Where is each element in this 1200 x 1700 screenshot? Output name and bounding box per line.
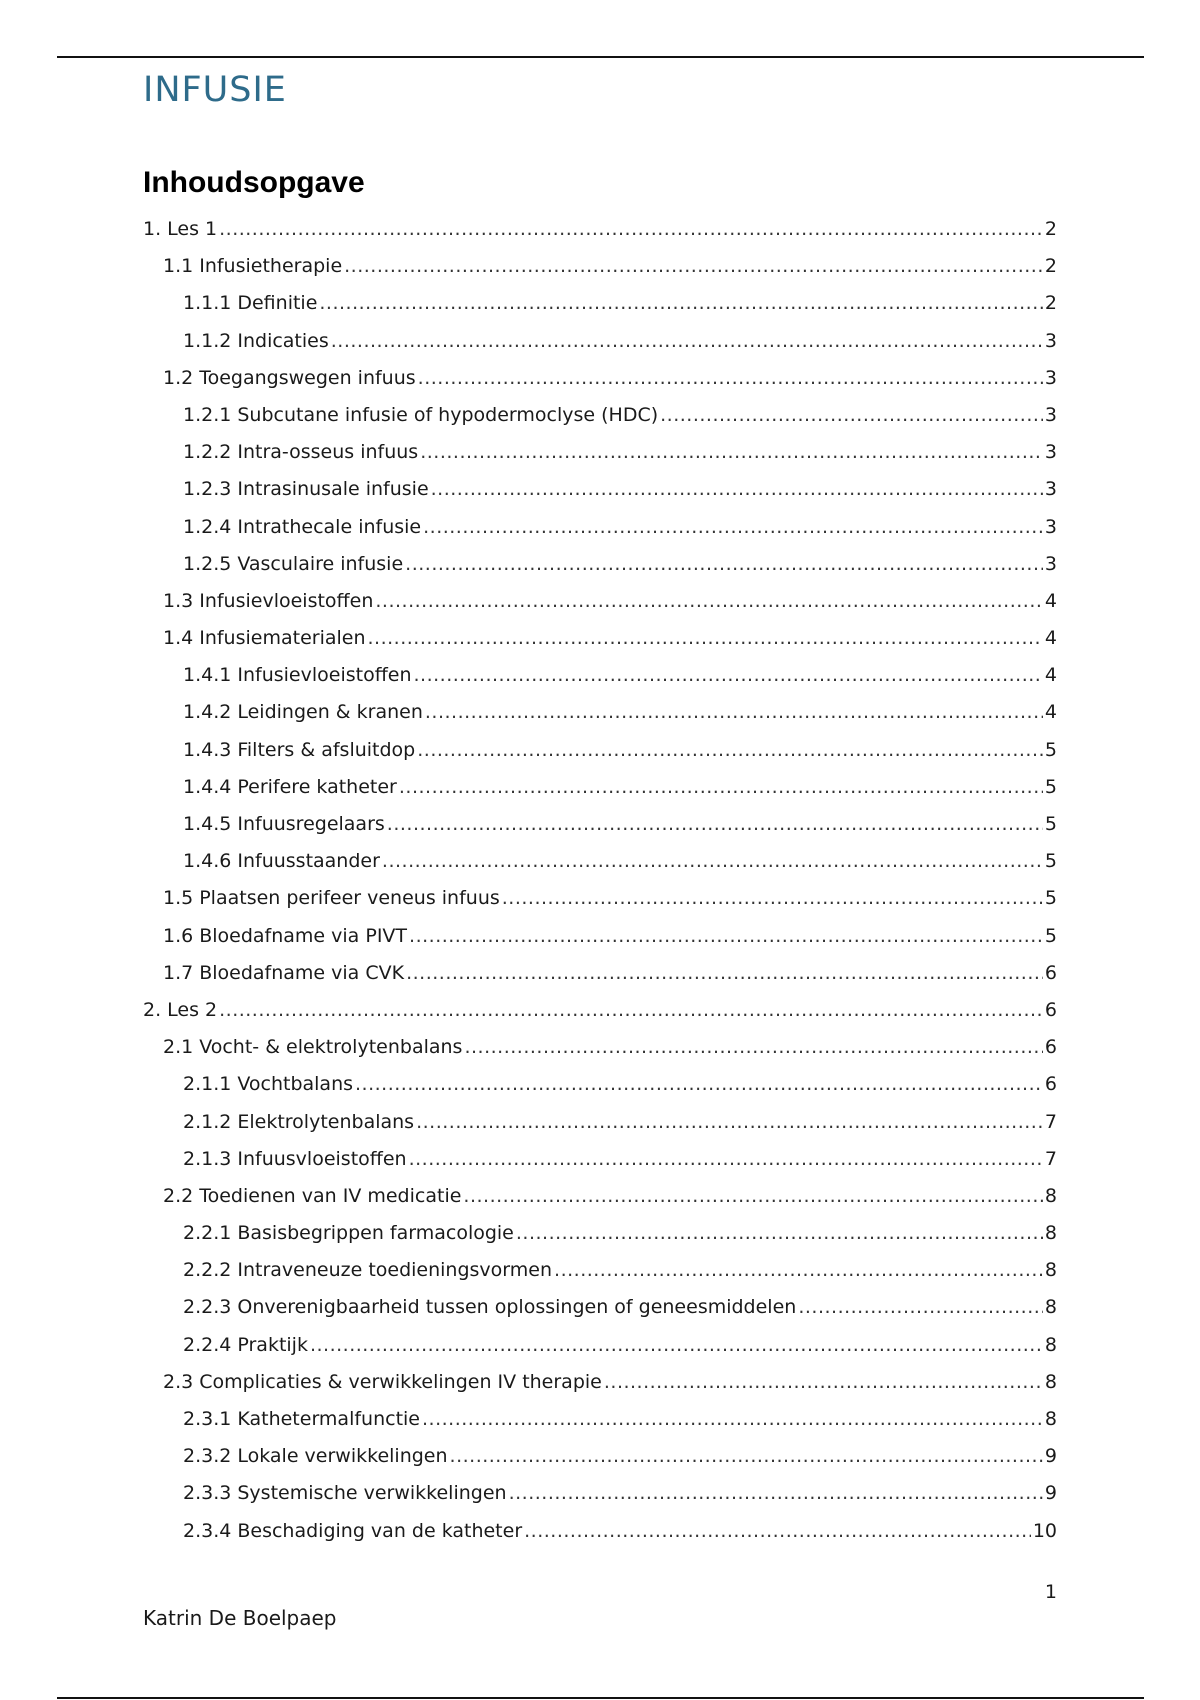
toc-entry-number: 1.: [143, 218, 162, 240]
toc-entry-title: Basisbegrippen farmacologie: [237, 1222, 514, 1245]
toc-entry-page: 4: [1044, 701, 1057, 724]
toc-entry-number: 2.3.4: [183, 1519, 232, 1542]
toc-entry[interactable]: [143, 850, 1057, 887]
toc-entry-page: 8: [1044, 1222, 1057, 1245]
toc-entry-title: Infuusregelaars: [237, 813, 385, 835]
toc-entry[interactable]: [143, 1036, 1057, 1073]
toc-entry-title: Intraveneuze toedieningsvormen: [237, 1259, 553, 1282]
toc-entry-number: 1.3: [163, 589, 194, 612]
toc-entry[interactable]: [143, 962, 1057, 999]
toc-dot-leader: [502, 887, 1043, 909]
toc-dot-leader: [417, 739, 1043, 761]
toc-entry[interactable]: [143, 1222, 1057, 1259]
toc-entry[interactable]: [143, 367, 1057, 404]
toc-entry[interactable]: [143, 1185, 1057, 1222]
toc-entry-page: 3: [1044, 366, 1057, 389]
toc-entry-page: 6: [1044, 998, 1057, 1021]
toc-entry[interactable]: [143, 1148, 1057, 1185]
toc-entry-page: 6: [1044, 1036, 1057, 1059]
toc-entry-title: Vocht- & elektrolytenbalans: [199, 1036, 463, 1059]
toc-dot-leader: [604, 1371, 1043, 1393]
toc-entry-number: 2.3.1: [183, 1408, 232, 1430]
toc-entry-page: 9: [1044, 1482, 1057, 1505]
toc-entry-page: 8: [1044, 1408, 1057, 1430]
toc-entry-title: Lokale verwikkelingen: [237, 1445, 448, 1468]
toc-dot-leader: [660, 404, 1043, 426]
toc-entry-title: Vochtbalans: [237, 1073, 354, 1096]
toc-entry-page: 6: [1044, 1073, 1057, 1096]
toc-dot-leader: [355, 1073, 1043, 1095]
toc-entry-page: 2: [1044, 218, 1057, 240]
toc-entry-page: 7: [1044, 1110, 1057, 1133]
toc-entry[interactable]: [143, 627, 1057, 664]
toc-entry-page: 3: [1044, 329, 1057, 352]
toc-entry-number: 2.1: [163, 1036, 194, 1059]
toc-entry-page: 9: [1044, 1445, 1057, 1468]
toc-entry-page: 3: [1044, 441, 1057, 464]
toc-entry[interactable]: [143, 1445, 1057, 1482]
page-number: 1: [1044, 1581, 1057, 1603]
toc-entry-title: Bloedafname via PIVT: [199, 924, 408, 947]
toc-entry[interactable]: [143, 478, 1057, 515]
toc-dot-leader: [331, 330, 1043, 352]
toc-entry-title: Filters & afsluitdop: [237, 738, 416, 761]
toc-entry-title: Systemische verwikkelingen: [237, 1482, 507, 1505]
toc-entry-number: 2.3.3: [183, 1482, 232, 1505]
toc-entry-title: Infusievloeistoffen: [237, 664, 412, 687]
toc-entry-title: Onverenigbaarheid tussen oplossingen of geneesmiddelen: [237, 1296, 797, 1319]
toc-entry-title: Les 1: [167, 218, 218, 240]
toc-entry-number: 2.3.2: [183, 1445, 232, 1468]
toc-entry[interactable]: [143, 553, 1057, 590]
toc-entry-number: 1.4.1: [183, 664, 232, 687]
toc-entry-number: 1.2.4: [183, 515, 232, 538]
toc-dot-leader: [425, 701, 1043, 723]
toc-entry[interactable]: [143, 1296, 1057, 1333]
toc-entry-number: 2.3: [163, 1370, 194, 1393]
toc-entry-number: 2.2.2: [183, 1259, 232, 1282]
toc-entry-number: 1.6: [163, 924, 194, 947]
toc-entry-title: Vasculaire infusie: [237, 552, 404, 575]
toc-entry-title: Plaatsen perifeer veneus infuus: [199, 887, 500, 910]
toc-entry-title: Perifere katheter: [237, 775, 397, 798]
toc-entry-number: 1.4.6: [183, 850, 232, 873]
footer-author: Katrin De Boelpaep: [143, 1606, 337, 1630]
toc-dot-leader: [219, 218, 1043, 240]
toc-entry-number: 1.2.1: [183, 403, 232, 426]
toc-entry-page: 3: [1044, 403, 1057, 426]
toc-entry[interactable]: [143, 701, 1057, 738]
toc-entry-title: Intra-osseus infuus: [237, 441, 419, 464]
toc-dot-leader: [310, 1334, 1043, 1356]
toc-entry-page: 5: [1044, 850, 1057, 873]
toc-entry[interactable]: [143, 1111, 1057, 1148]
toc-entry-number: 1.4.3: [183, 738, 232, 761]
toc-entry-title: Complicaties & verwikkelingen IV therapie: [199, 1370, 602, 1393]
toc-entry-number: 1.2.5: [183, 552, 232, 575]
toc-entry[interactable]: [143, 1408, 1057, 1445]
toc-dot-leader: [464, 1036, 1042, 1058]
toc-dot-leader: [798, 1296, 1043, 1318]
toc-dot-leader: [219, 999, 1043, 1021]
toc-entry-page: 7: [1044, 1147, 1057, 1170]
toc-dot-leader: [423, 516, 1043, 538]
toc-entry-number: 2.2.3: [183, 1296, 232, 1319]
toc-dot-leader: [450, 1445, 1043, 1467]
toc-dot-leader: [431, 478, 1043, 500]
toc-entry-title: Infusietherapie: [199, 255, 343, 278]
toc-entry-number: 1.1.1: [183, 292, 232, 315]
table-of-contents: [143, 218, 1057, 1557]
toc-entry[interactable]: [143, 813, 1057, 850]
toc-entry-number: 1.4.2: [183, 701, 232, 724]
document-title: INFUSIE: [143, 70, 287, 110]
toc-dot-leader: [416, 1111, 1043, 1133]
toc-entry-page: 5: [1044, 813, 1057, 835]
toc-entry-title: Toegangswegen infuus: [199, 366, 416, 389]
toc-entry-page: 8: [1044, 1370, 1057, 1393]
toc-entry-page: 4: [1044, 627, 1057, 650]
toc-dot-leader: [409, 1148, 1043, 1170]
toc-entry-page: 5: [1044, 738, 1057, 761]
toc-entry-number: 2.1.3: [183, 1147, 232, 1170]
toc-entry-page: 2: [1044, 255, 1057, 278]
toc-entry-page: 4: [1044, 589, 1057, 612]
toc-entry[interactable]: [143, 999, 1057, 1036]
toc-entry-title: Toedienen van IV medicatie: [199, 1184, 462, 1207]
toc-entry-number: 1.1.2: [183, 329, 232, 352]
footer-rule: [57, 1697, 1144, 1699]
toc-dot-leader: [516, 1222, 1043, 1244]
toc-entry[interactable]: [143, 925, 1057, 962]
toc-entry[interactable]: [143, 516, 1057, 553]
toc-entry-page: 5: [1044, 887, 1057, 910]
toc-entry-title: Elektrolytenbalans: [237, 1110, 415, 1133]
toc-entry-title: Beschadiging van de katheter: [237, 1519, 523, 1542]
toc-entry-number: 2.2.4: [183, 1333, 232, 1356]
toc-entry-title: Leidingen & kranen: [237, 701, 423, 724]
toc-entry-title: Infuusstaander: [237, 850, 380, 873]
toc-entry[interactable]: [143, 1259, 1057, 1296]
toc-entry[interactable]: [143, 292, 1057, 329]
toc-dot-leader: [375, 590, 1043, 612]
toc-entry-number: 1.4.4: [183, 775, 232, 798]
toc-entry[interactable]: [143, 1520, 1057, 1557]
toc-dot-leader: [382, 850, 1043, 872]
toc-entry-number: 1.7: [163, 961, 194, 984]
toc-entry[interactable]: [143, 255, 1057, 292]
toc-entry-page: 3: [1044, 552, 1057, 575]
toc-entry-page: 10: [1032, 1519, 1057, 1542]
toc-entry[interactable]: [143, 441, 1057, 478]
toc-dot-leader: [422, 1408, 1043, 1430]
toc-entry-title: Indicaties: [237, 329, 329, 352]
toc-dot-leader: [387, 813, 1043, 835]
toc-entry-number: 1.1: [163, 255, 194, 278]
toc-dot-leader: [414, 664, 1043, 686]
toc-entry[interactable]: [143, 590, 1057, 627]
toc-entry-title: Subcutane infusie of hypodermoclyse (HDC): [237, 403, 659, 426]
toc-entry[interactable]: [143, 776, 1057, 813]
toc-dot-leader: [344, 255, 1043, 277]
toc-dot-leader: [409, 925, 1043, 947]
toc-entry-page: 5: [1044, 775, 1057, 798]
toc-entry-number: 1.5: [163, 887, 194, 910]
toc-entry[interactable]: [143, 1371, 1057, 1408]
toc-dot-leader: [554, 1259, 1043, 1281]
toc-dot-leader: [524, 1520, 1031, 1542]
toc-entry-number: 2.2: [163, 1184, 194, 1207]
toc-entry-page: 8: [1044, 1296, 1057, 1319]
toc-entry-title: Definitie: [237, 292, 318, 315]
toc-entry[interactable]: [143, 404, 1057, 441]
toc-entry-number: 1.4.5: [183, 813, 232, 835]
toc-entry[interactable]: [143, 1334, 1057, 1371]
toc-entry-page: 8: [1044, 1184, 1057, 1207]
toc-dot-leader: [368, 627, 1043, 649]
toc-entry-page: 4: [1044, 664, 1057, 687]
toc-dot-leader: [319, 292, 1043, 314]
toc-entry[interactable]: [143, 218, 1057, 255]
toc-heading: Inhoudsopgave: [143, 166, 365, 199]
toc-dot-leader: [399, 776, 1043, 798]
toc-entry-page: 8: [1044, 1259, 1057, 1282]
toc-entry-title: Intrasinusale infusie: [237, 478, 429, 501]
toc-entry-number: 1.2.2: [183, 441, 232, 464]
toc-entry-page: 3: [1044, 478, 1057, 501]
toc-entry-title: Kathetermalfunctie: [237, 1408, 420, 1430]
toc-dot-leader: [509, 1482, 1043, 1504]
toc-entry-title: Infusiematerialen: [199, 627, 366, 650]
toc-entry-title: Praktijk: [237, 1333, 308, 1356]
toc-entry-number: 1.4: [163, 627, 194, 650]
toc-entry-number: 2.: [143, 998, 162, 1021]
toc-dot-leader: [463, 1185, 1043, 1207]
toc-entry-title: Infuusvloeistoffen: [237, 1147, 407, 1170]
toc-entry[interactable]: [143, 330, 1057, 367]
toc-dot-leader: [405, 553, 1043, 575]
toc-entry[interactable]: [143, 1073, 1057, 1110]
toc-dot-leader: [418, 367, 1043, 389]
toc-entry-title: Bloedafname via CVK: [199, 961, 405, 984]
toc-entry-number: 1.2.3: [183, 478, 232, 501]
toc-dot-leader: [406, 962, 1043, 984]
toc-entry[interactable]: [143, 739, 1057, 776]
toc-entry-number: 2.1.1: [183, 1073, 232, 1096]
toc-entry-page: 3: [1044, 515, 1057, 538]
toc-entry[interactable]: [143, 664, 1057, 701]
toc-entry-page: 8: [1044, 1333, 1057, 1356]
toc-entry-title: Infusievloeistoffen: [199, 589, 374, 612]
toc-entry-page: 5: [1044, 924, 1057, 947]
toc-entry-title: Intrathecale infusie: [237, 515, 422, 538]
toc-dot-leader: [420, 441, 1043, 463]
toc-entry-page: 2: [1044, 292, 1057, 315]
toc-entry-title: Les 2: [167, 998, 218, 1021]
toc-entry-page: 6: [1044, 961, 1057, 984]
header-rule: [57, 56, 1144, 58]
toc-entry[interactable]: [143, 1482, 1057, 1519]
toc-entry-number: 2.2.1: [183, 1222, 232, 1245]
toc-entry-number: 2.1.2: [183, 1110, 232, 1133]
toc-entry-number: 1.2: [163, 366, 194, 389]
toc-entry[interactable]: [143, 887, 1057, 924]
